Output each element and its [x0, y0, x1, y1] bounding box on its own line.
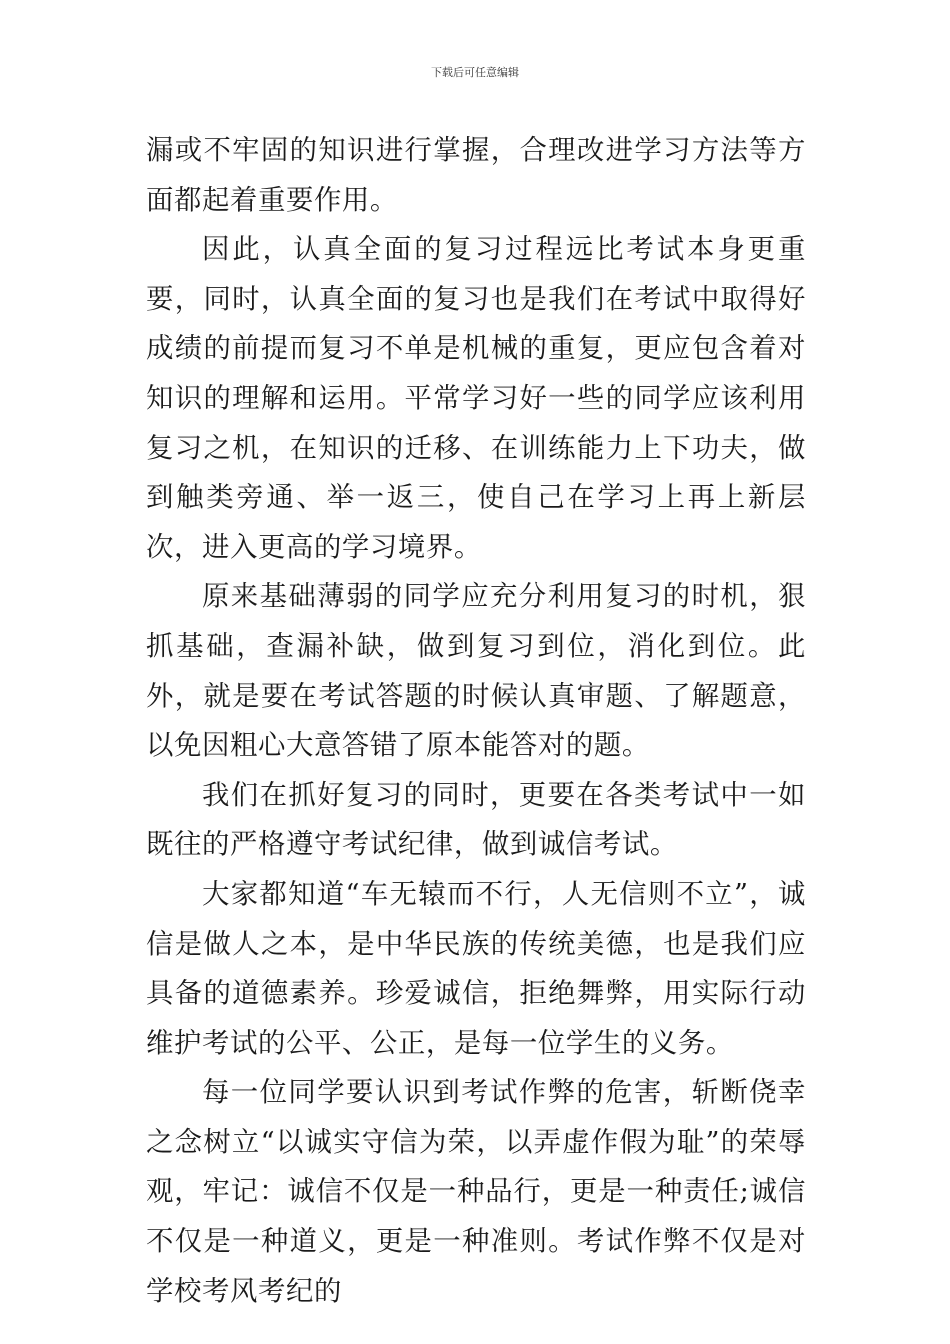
paragraph-2: 因此，认真全面的复习过程远比考试本身更重要，同时，认真全面的复习也是我们在考试中取得好成绩的前提而复习不单是机械的重复，更应包含着对知识的理解和运用。平常学习好一些的同学应该利用复习之机，在知识的迁移、在训练能力上下功夫，做到触类旁通、举一返三，使自己在学习上再上新层次，进入更高的学习境界。 — [146, 234, 806, 563]
paragraph-5: 大家都知道“车无辕而不行，人无信则不立”，诚信是做人之本，是中华民族的传统美德，也是我们应具备的道德素养。珍爱诚信，拒绝舞弊，用实际行动维护考试的公平、公正，是每一位学生的义务。 — [146, 878, 806, 1059]
paragraph-1: 漏或不牢固的知识进行掌握，合理改进学习方法等方面都起着重要作用。 — [146, 135, 806, 216]
paragraph-4: 我们在抓好复习的同时，更要在各类考试中一如既往的严格遵守考试纪律，做到诚信考试。 — [146, 779, 806, 861]
paragraph-6: 每一位同学要认识到考试作弊的危害，斩断侥幸之念树立“以诚实守信为荣，以弄虚作假为耻”的荣辱观，牢记：诚信不仅是一种品行，更是一种责任;诚信不仅是一种道义，更是一种准则。考试作弊不仅是对学校考风考纪的 — [146, 1077, 806, 1307]
paragraph-3: 原来基础薄弱的同学应充分利用复习的时机，狠抓基础，查漏补缺，做到复习到位，消化到位。此外，就是要在考试答题的时候认真审题、了解题意，以免因粗心大意答错了原本能答对的题。 — [146, 581, 806, 762]
document-body — [146, 126, 806, 1316]
page-header-note: 下载后可任意编辑 — [431, 66, 519, 79]
